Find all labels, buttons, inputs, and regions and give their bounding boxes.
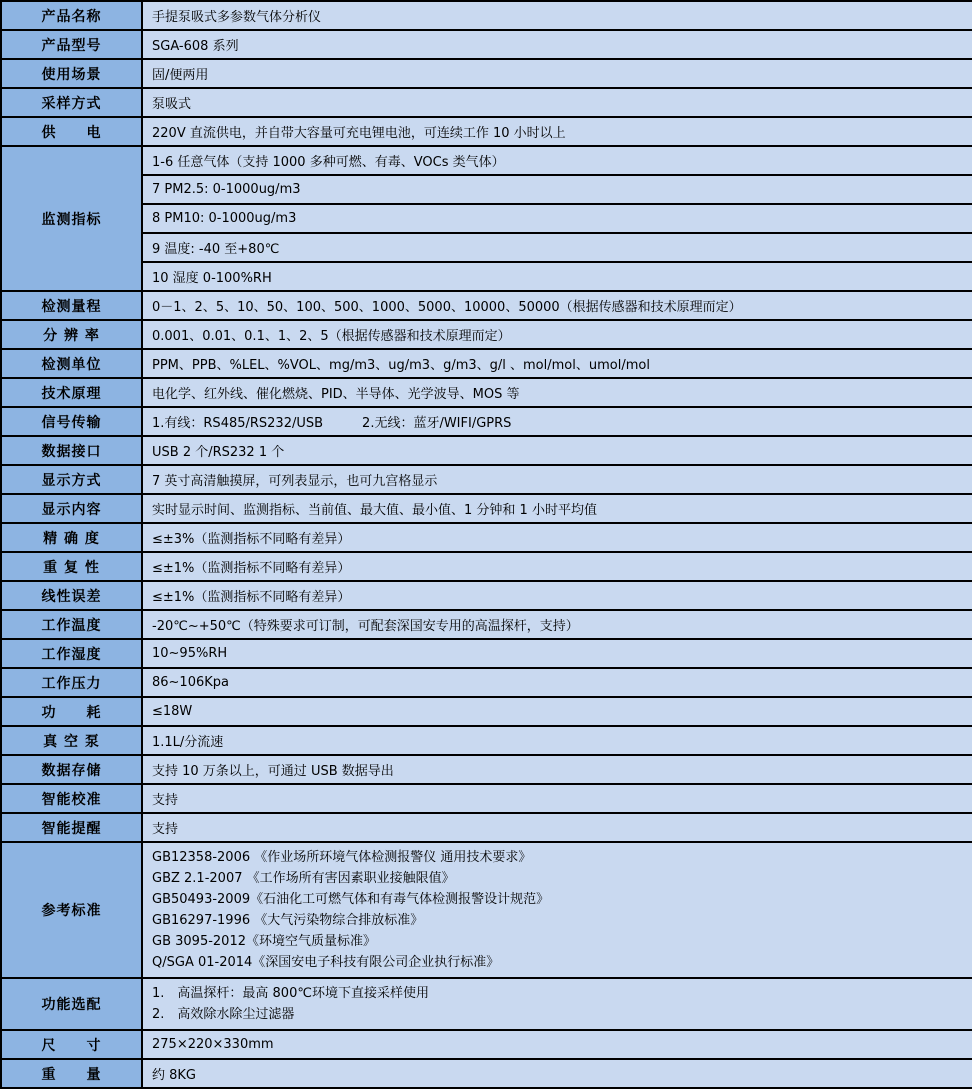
spec-value: 固/便两用 [142, 59, 972, 88]
spec-label: 监测指标 [1, 146, 142, 291]
spec-value: USB 2 个/RS232 1 个 [142, 436, 972, 465]
spec-label: 线性误差 [1, 581, 142, 610]
spec-value: 0－1、2、5、10、50、100、500、1000、5000、10000、50000（根据传感器和技术原理而定） [142, 291, 972, 320]
table-row [1, 349, 972, 378]
spec-value: 9 温度: -40 至+80℃ [142, 233, 972, 262]
spec-value-line: GB 3095-2012《环境空气质量标准》 [152, 934, 376, 949]
table-row [1, 320, 972, 349]
spec-label: 显示方式 [1, 465, 142, 494]
spec-label: 重 量 [1, 1059, 142, 1088]
spec-value: 泵吸式 [142, 88, 972, 117]
table-row [1, 378, 972, 407]
spec-label: 分 辨 率 [1, 320, 142, 349]
spec-label: 产品名称 [1, 1, 142, 30]
table-row [1, 581, 972, 610]
spec-value: 实时显示时间、监测指标、当前值、最大值、最小值、1 分钟和 1 小时平均值 [142, 494, 972, 523]
spec-value: 手提泵吸式多参数气体分析仪 [142, 1, 972, 30]
spec-value-line: 1. 高温探杆：最高 800℃环境下直接采样使用 [152, 986, 429, 1001]
table-row [1, 1059, 972, 1088]
spec-value: 0.001、0.01、0.1、1、2、5（根据传感器和技术原理而定） [142, 320, 972, 349]
spec-label: 工作压力 [1, 668, 142, 697]
spec-value [142, 978, 972, 1030]
spec-label: 功 耗 [1, 697, 142, 726]
table-row [1, 784, 972, 813]
spec-value: 7 PM2.5: 0-1000ug/m3 [142, 175, 972, 204]
table-row [1, 407, 972, 436]
table-row [1, 639, 972, 668]
table-row [1, 813, 972, 842]
spec-value [142, 842, 972, 978]
table-row [1, 697, 972, 726]
table-row [1, 117, 972, 146]
spec-value: 275×220×330mm [142, 1030, 972, 1059]
spec-value-line: Q/SGA 01-2014《深国安电子科技有限公司企业执行标准》 [152, 955, 500, 970]
spec-label: 供 电 [1, 117, 142, 146]
spec-label: 工作湿度 [1, 639, 142, 668]
table-row [1, 436, 972, 465]
spec-value: -20℃~+50℃（特殊要求可订制，可配套深国安专用的高温探杆，支持） [142, 610, 972, 639]
spec-value: 220V 直流供电，并自带大容量可充电锂电池，可连续工作 10 小时以上 [142, 117, 972, 146]
table-row [1, 146, 972, 175]
spec-value: ≤±1%（监测指标不同略有差异） [142, 552, 972, 581]
spec-value-line: GB12358-2006 《作业场所环境气体检测报警仪 通用技术要求》 [152, 850, 532, 865]
table-row [1, 59, 972, 88]
spec-value-line: GB16297-1996 《大气污染物综合排放标准》 [152, 913, 424, 928]
spec-label: 数据存储 [1, 755, 142, 784]
table-row [1, 291, 972, 320]
spec-label: 采样方式 [1, 88, 142, 117]
spec-value: 1-6 任意气体（支持 1000 多种可燃、有毒、VOCs 类气体） [142, 146, 972, 175]
spec-label: 参考标准 [1, 842, 142, 978]
spec-value-line: 2. 高效除水除尘过滤器 [152, 1007, 295, 1022]
table-row [1, 175, 972, 204]
spec-label: 检测量程 [1, 291, 142, 320]
spec-label: 检测单位 [1, 349, 142, 378]
table-row [1, 610, 972, 639]
table-row [1, 494, 972, 523]
spec-value: 1.1L/分流速 [142, 726, 972, 755]
spec-label: 显示内容 [1, 494, 142, 523]
spec-value: 1.有线：RS485/RS232/USB 2.无线：蓝牙/WIFI/GPRS [142, 407, 972, 436]
spec-label: 信号传输 [1, 407, 142, 436]
table-row [1, 465, 972, 494]
spec-label: 真 空 泵 [1, 726, 142, 755]
spec-table-body [1, 1, 972, 1088]
spec-value: 7 英寸高清触摸屏，可列表显示，也可九宫格显示 [142, 465, 972, 494]
spec-value: 支持 10 万条以上，可通过 USB 数据导出 [142, 755, 972, 784]
spec-value: ≤±3%（监测指标不同略有差异） [142, 523, 972, 552]
spec-label: 数据接口 [1, 436, 142, 465]
spec-value: ≤±1%（监测指标不同略有差异） [142, 581, 972, 610]
spec-value-line: GBZ 2.1-2007 《工作场所有害因素职业接触限值》 [152, 871, 455, 886]
spec-value: ≤18W [142, 697, 972, 726]
spec-label: 工作温度 [1, 610, 142, 639]
spec-value: 10 湿度 0-100%RH [142, 262, 972, 291]
spec-label: 重 复 性 [1, 552, 142, 581]
table-row [1, 1, 972, 30]
table-row [1, 552, 972, 581]
table-row [1, 668, 972, 697]
table-row [1, 1030, 972, 1059]
spec-value: 10~95%RH [142, 639, 972, 668]
spec-label: 产品型号 [1, 30, 142, 59]
spec-label: 尺 寸 [1, 1030, 142, 1059]
spec-value: 电化学、红外线、催化燃烧、PID、半导体、光学波导、MOS 等 [142, 378, 972, 407]
spec-label: 技术原理 [1, 378, 142, 407]
table-row [1, 755, 972, 784]
spec-label: 智能校准 [1, 784, 142, 813]
spec-value: 支持 [142, 813, 972, 842]
table-row [1, 523, 972, 552]
spec-value: 支持 [142, 784, 972, 813]
spec-label: 功能选配 [1, 978, 142, 1030]
spec-value-line: GB50493-2009《石油化工可燃气体和有毒气体检测报警设计规范》 [152, 892, 550, 907]
table-row [1, 88, 972, 117]
table-row [1, 726, 972, 755]
table-row [1, 978, 972, 1030]
spec-label: 精 确 度 [1, 523, 142, 552]
spec-value: 约 8KG [142, 1059, 972, 1088]
spec-value: 86~106Kpa [142, 668, 972, 697]
spec-label: 智能提醒 [1, 813, 142, 842]
table-row [1, 204, 972, 233]
spec-value: SGA-608 系列 [142, 30, 972, 59]
table-row [1, 30, 972, 59]
spec-value: 8 PM10: 0-1000ug/m3 [142, 204, 972, 233]
spec-label: 使用场景 [1, 59, 142, 88]
table-row [1, 842, 972, 978]
table-row [1, 233, 972, 262]
table-row [1, 262, 972, 291]
spec-value: PPM、PPB、%LEL、%VOL、mg/m3、ug/m3、g/m3、g/l 、mol/mol、umol/mol [142, 349, 972, 378]
